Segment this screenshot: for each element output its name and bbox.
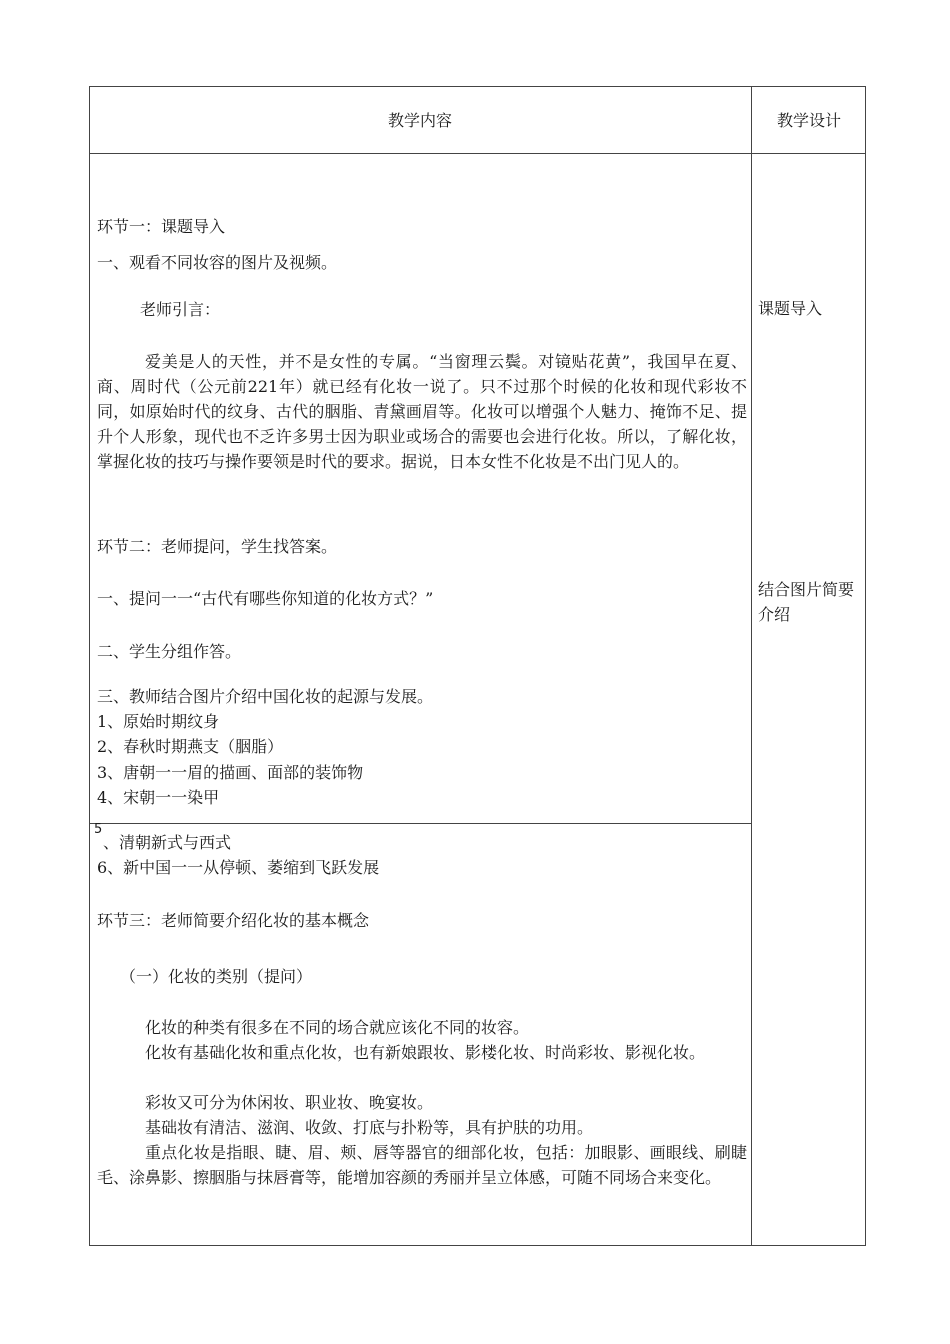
history-item-2: 2、春秋时期燕支（胭脂） (97, 737, 284, 756)
header-teaching-design: 教学设计 (776, 111, 841, 130)
history-item-5-number: 5 (94, 822, 103, 837)
question-1: 一、提问一一“古代有哪些你知道的化妆方式？” (97, 589, 434, 608)
section1-title: 环节一：课题导入 (97, 217, 226, 236)
para-color: 彩妆又可分为休闲妆、职业妆、晚宴妆。 (145, 1093, 434, 1112)
subsection-1: （一）化妆的类别（提问） (120, 967, 313, 986)
history-item-3: 3、唐朝一一眉的描画、面部的装饰物 (97, 763, 364, 782)
design-note-intro: 课题导入 (758, 299, 823, 318)
para-types: 化妆的种类有很多在不同的场合就应该化不同的妆容。 (145, 1018, 530, 1037)
para-base: 基础妆有清洁、滋润、收敛、打底与扑粉等，具有护肤的功用。 (145, 1118, 594, 1137)
section3-title: 环节三：老师简要介绍化妆的基本概念 (97, 911, 370, 930)
teacher-intro-label: 老师引言： (140, 300, 221, 319)
para-basic-key: 化妆有基础化妆和重点化妆，也有新娘跟妆、影楼化妆、时尚彩妆、影视化妆。 (145, 1043, 706, 1062)
intro-paragraph: 爱美是人的天性，并不是女性的专属。“当窗理云鬓。对镜贴花黄”，我国早在夏、商、周时代（公元前221年）就已经有化妆一说了。只不过那个时候的化妆和现代彩妆不同，如原始时代的纹身、古代的胭脂、青黛画眉等。化妆可以增强个人魅力、掩饰不足、提升个人形象，现代也不乏许多男士因为职业或场合的需要也会进行化妆。所以，了解化妆，掌握化妆的技巧与操作要领是时代的要求。据说，日本女性不化妆是不出门见人的。 (97, 352, 747, 471)
content-item-1: 一、观看不同妆容的图片及视频。 (97, 253, 338, 272)
history-intro: 三、教师结合图片介绍中国化妆的起源与发展。 (97, 687, 434, 706)
row-divider (89, 823, 751, 824)
answer-group: 二、学生分组作答。 (97, 642, 242, 661)
design-note-images: 结合图片简要介绍 (758, 580, 855, 624)
history-item-1: 1、原始时期纹身 (97, 712, 220, 731)
history-item-6: 6、新中国一一从停顿、萎缩到飞跃发展 (97, 858, 380, 877)
history-item-4: 4、宋朝一一染甲 (97, 788, 220, 807)
column-divider (751, 86, 752, 1246)
header-divider (89, 153, 866, 154)
section2-title: 环节二：老师提问，学生找答案。 (97, 537, 338, 556)
history-item-5: 、清朝新式与西式 (103, 833, 232, 852)
header-teaching-content: 教学内容 (387, 111, 452, 130)
para-key: 重点化妆是指眼、睫、眉、颊、唇等器官的细部化妆，包括：加眼影、画眼线、刷睫毛、涂鼻影、擦胭脂与抹唇膏等，能增加容颜的秀丽并呈立体感，可随不同场合来变化。 (97, 1143, 747, 1187)
